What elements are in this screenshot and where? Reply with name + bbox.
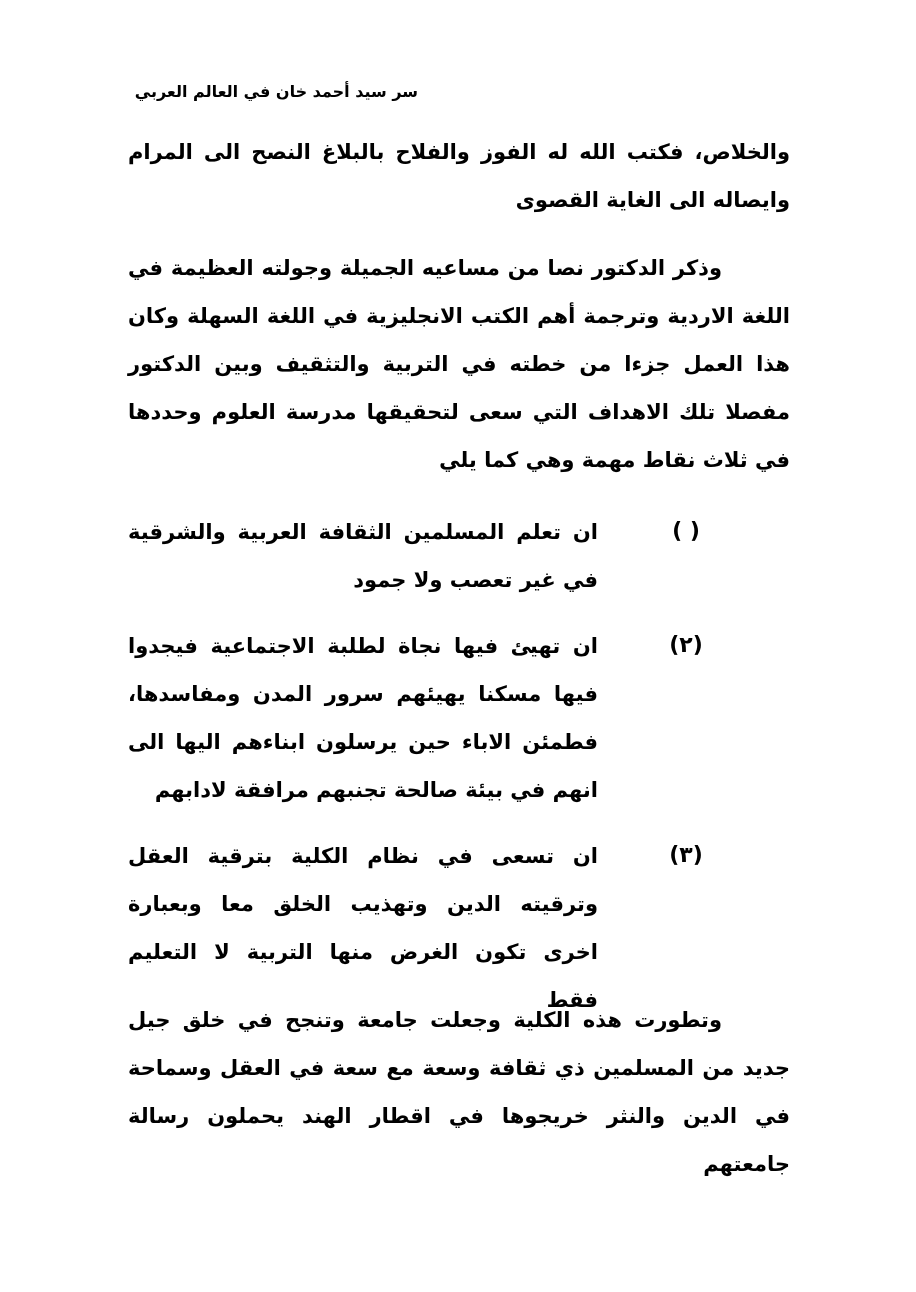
running-header: سر سيد أحمد خان في العالم العربي (134, 82, 418, 101)
item-text: ان تسعى في نظام الكلية بترقية العقل وترقيته الدين وتهذيب الخلق معا وبعبارة اخرى تكون الغرض منها التربية لا التعليم فقط (128, 844, 598, 1012)
item-number: (٢) (669, 633, 703, 658)
item-text: ان تهيئ فيها نجاة لطلبة الاجتماعية فيجدوا فيها مسكنا يهيئهم سرور المدن ومفاسدها، فطمئن الاباء حين يرسلون ابناءهم اليها الى انهم في بيئة صالحة تجنبهم مرافقة لادابهم (128, 634, 598, 802)
item-text: ان تعلم المسلمين الثقافة العربية والشرقية في غير تعصب ولا جمود (128, 520, 598, 592)
list-item (128, 622, 790, 822)
paragraph-conclusion: وتطورت هذه الكلية وجعلت جامعة وتنجح في خلق جيل جديد من المسلمين ذي ثقافة وسعة مع سعة في العقل وسماحة في الدين والنثر خريجوها في اقطار الهند يحملون رسالة جامعتهم (128, 1008, 790, 1176)
paragraph-intro: والخلاص، فكتب الله له الفوز والفلاح بالبلاغ النصح الى المرام وايصاله الى الغاية القصوى (128, 140, 790, 212)
item-number: ( ) (672, 519, 700, 544)
paragraph-goals: وذكر الدكتور نصا من مساعيه الجميلة وجولته العظيمة في اللغة الاردية وترجمة أهم الكتب الانجليزية في اللغة السهلة وكان هذا العمل جزءا من خطته في التربية والتثقيف وبين الدكتور مفصلا تلك الاهداف التي سعى لتحقيقها مدرسة العلوم وحددها في ثلاث نقاط مهمة وهي كما يلي (128, 256, 790, 472)
item-number: (٣) (669, 843, 703, 868)
